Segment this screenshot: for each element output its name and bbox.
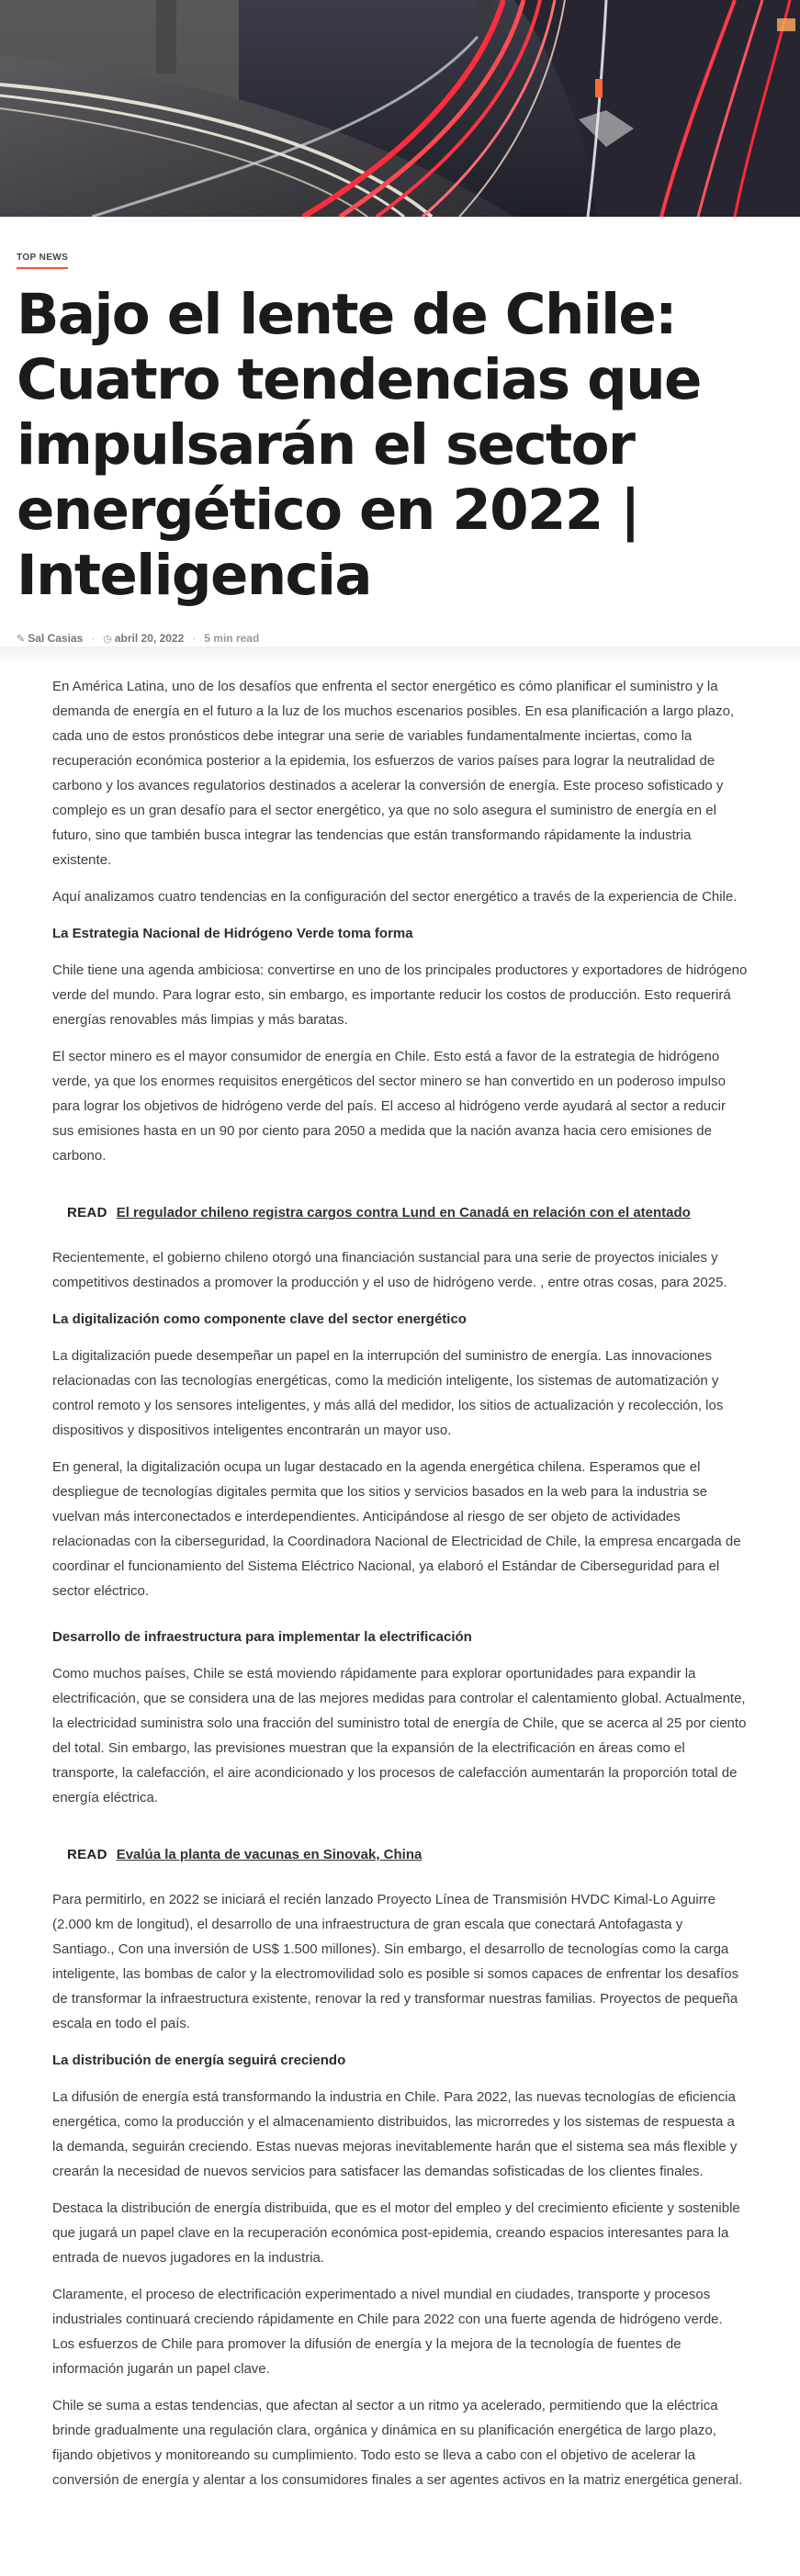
related-article-link[interactable]: Evalúa la planta de vacunas en Sinovak, China: [116, 1847, 423, 1862]
read-label: READ: [67, 1847, 107, 1862]
article-title: Bajo el lente de Chile: Cuatro tendencias que impulsarán el sector energético en 2022 | Inteligencia: [17, 282, 701, 608]
paragraph: Aquí analizamos cuatro tendencias en la configuración del sector energético a través de la experiencia de Chile.: [52, 889, 738, 905]
author-link[interactable]: Sal Casias: [28, 632, 84, 645]
category-label[interactable]: TOP NEWS: [17, 253, 68, 269]
related-article: [52, 1180, 748, 1245]
paragraph: Chile tiene una agenda ambiciosa: convertirse en uno de los principales productores y exportadores de hidrógeno verde del mundo. Para lograr esto, sin embargo, es importante reducir los costos de producción. Esto requerirá energías renovables más limpias y más baratas.: [52, 962, 748, 1028]
read-time: 5 min read: [204, 632, 260, 645]
paragraph: Claramente, el proceso de electrificación experimentado a nivel mundial en ciudades, transporte y procesos industriales continuará creciendo rápidamente en Chile para 2022 con una fuerte agenda de hidrógeno verde. Los esfuerzos de Chile para promover la difusión de energía y la mejora de la tecnología de fuentes de información jugarán un papel clave.: [52, 2287, 723, 2377]
paragraph: Para permitirlo, en 2022 se iniciará el recién lanzado Proyecto Línea de Transmisión HVDC Kimal-Lo Aguirre (2.000 km de longitud), el desarrollo de una infraestructura de gran escala que conectará Antofagasta y Santiago., Con una inversión de US$ 1.500 millones). Sin embargo, el desarrollo de tecnologías como la carga inteligente, las bombas de calor y la electromovilidad solo es posible si somos capaces de enfrentar los desafíos de transformar la infraestructura existente, renovar la red y transformar nuestras familias. Proyectos de pequeña escala en todo el país.: [52, 1892, 739, 2031]
related-article-link[interactable]: El regulador chileno registra cargos contra Lund en Canadá en relación con el atentado: [116, 1205, 691, 1221]
hero-image: [0, 0, 800, 217]
section-heading: La Estrategia Nacional de Hidrógeno Verde toma forma: [52, 926, 413, 941]
paragraph: Recientemente, el gobierno chileno otorgó una financiación sustancial para una serie de proyectos iniciales y competitivos destinados a promover la producción y el uso de hidrógeno verde. , entre otras cosas, para 2025.: [52, 1250, 727, 1290]
clock-icon: ◷: [103, 633, 112, 645]
related-article: [52, 1822, 748, 1887]
meta-separator: ·: [192, 632, 197, 645]
paragraph: El sector minero es el mayor consumidor de energía en Chile. Esto está a favor de la estrategia de hidrógeno verde, ya que los enormes requisitos energéticos del sector minero se han convertido en un poderoso impulso para lograr los objetivos de hidrógeno verde del país. El acceso al hidrógeno verde ayudará al sector a reducir sus emisiones hasta en un 90 por ciento para 2050 a medida que la nación avanza hacia cero emisiones de carbono.: [52, 1049, 726, 1164]
article-body: [0, 674, 800, 2492]
header-divider: [0, 647, 800, 663]
section-heading: La digitalización como componente clave del sector energético: [52, 1311, 467, 1327]
meta-separator: ·: [91, 632, 96, 645]
paragraph: Como muchos países, Chile se está moviendo rápidamente para explorar oportunidades para expandir la electrificación, que se considera una de las mejores medidas para controlar el calentamiento global. Actualmente, la electricidad suministra solo una fracción del suministro total de energía de Chile, que se acerca al 25 por ciento del total. Sin embargo, las previsiones muestran que la expansión de la electrificación en áreas como el transporte, la calefacción, el aire acondicionado y los procesos de calefacción aumentarán la proporción total de energía eléctrica.: [52, 1666, 747, 1805]
edit-icon: ✎: [17, 633, 26, 645]
section-heading: La distribución de energía seguirá creciendo: [52, 2053, 346, 2068]
read-label: READ: [67, 1205, 107, 1221]
paragraph: Chile se suma a estas tendencias, que afectan al sector a un ritmo ya acelerado, permitiendo que la eléctrica brinde gradualmente una regulación clara, orgánica y dinámica en su planificación energética de largo plazo, fijando objetivos y monitoreando su cumplimiento. Todo esto se lleva a cabo con el objetivo de acelerar la conversión de energía y alentar a los consumidores finales a ser agentes activos en la matriz energética general.: [52, 2398, 743, 2488]
highway-photo: [0, 0, 800, 217]
section-heading: Desarrollo de infraestructura para implementar la electrificación: [52, 1629, 472, 1645]
paragraph: En general, la digitalización ocupa un lugar destacado en la agenda energética chilena. Esperamos que el despliegue de tecnologías digitales permita que los sitios y servicios basados en la web para la industria se vuelvan más interconectados e interdependientes. Anticipándose al riesgo de ser objeto de actividades relacionadas con la ciberseguridad, la Coordinadora Nacional de Electricidad de Chile, la empresa encargada de coordinar el funcionamiento del Sistema Eléctrico Nacional, ya elaboró el Estándar de Ciberseguridad para el sector eléctrico.: [52, 1459, 741, 1599]
post-date: abril 20, 2022: [114, 632, 185, 645]
paragraph: La difusión de energía está transformando la industria en Chile. Para 2022, las nuevas tecnologías de eficiencia energética, como la producción y el almacenamiento distribuidos, las microrredes y los sistemas de respuesta a la demanda, seguirán creciendo. Estas nuevas mejoras inevitablemente harán que el sistema sea más flexible y crearán la necesidad de nuevos servicios para satisfacer las demandas sofisticadas de los clientes finales.: [52, 2089, 738, 2179]
paragraph: La digitalización puede desempeñar un papel en la interrupción del suministro de energía. Las innovaciones relacionadas con las tecnologías energéticas, como la medición inteligente, los sistemas de automatización y control remoto y los sensores inteligentes, y más allá del medidor, los sitios de actualización y recolección, los dispositivos y dispositivos inteligentes encontrarán un mayor uso.: [52, 1348, 724, 1438]
paragraph: Destaca la distribución de energía distribuida, que es el motor del empleo y del crecimiento eficiente y sostenible que jugará un papel clave en la recuperación económica post-epidemia, creando espacios interesantes para la entrada de nuevos jugadores en la industria.: [52, 2200, 740, 2266]
paragraph: En América Latina, uno de los desafíos que enfrenta el sector energético es cómo planificar el suministro y la demanda de energía en el futuro a la luz de los muchos escenarios posibles. En esa planificación a largo plazo, cada uno de estos pronósticos debe integrar una serie de variables fundamentalmente inciertas, como la recuperación económica posterior a la epidemia, los esfuerzos de varios países para lograr la neutralidad de carbono y los avances regulatorios destinados a acelerar la conversión de energía. Este proceso sofisticado y complejo es un gran desafío para el sector energético, ya que no solo asegura el suministro de energía en el futuro, sino que también busca integrar las tendencias que están transformando rápidamente la industria existente.: [52, 679, 735, 868]
post-meta: [17, 630, 783, 647]
